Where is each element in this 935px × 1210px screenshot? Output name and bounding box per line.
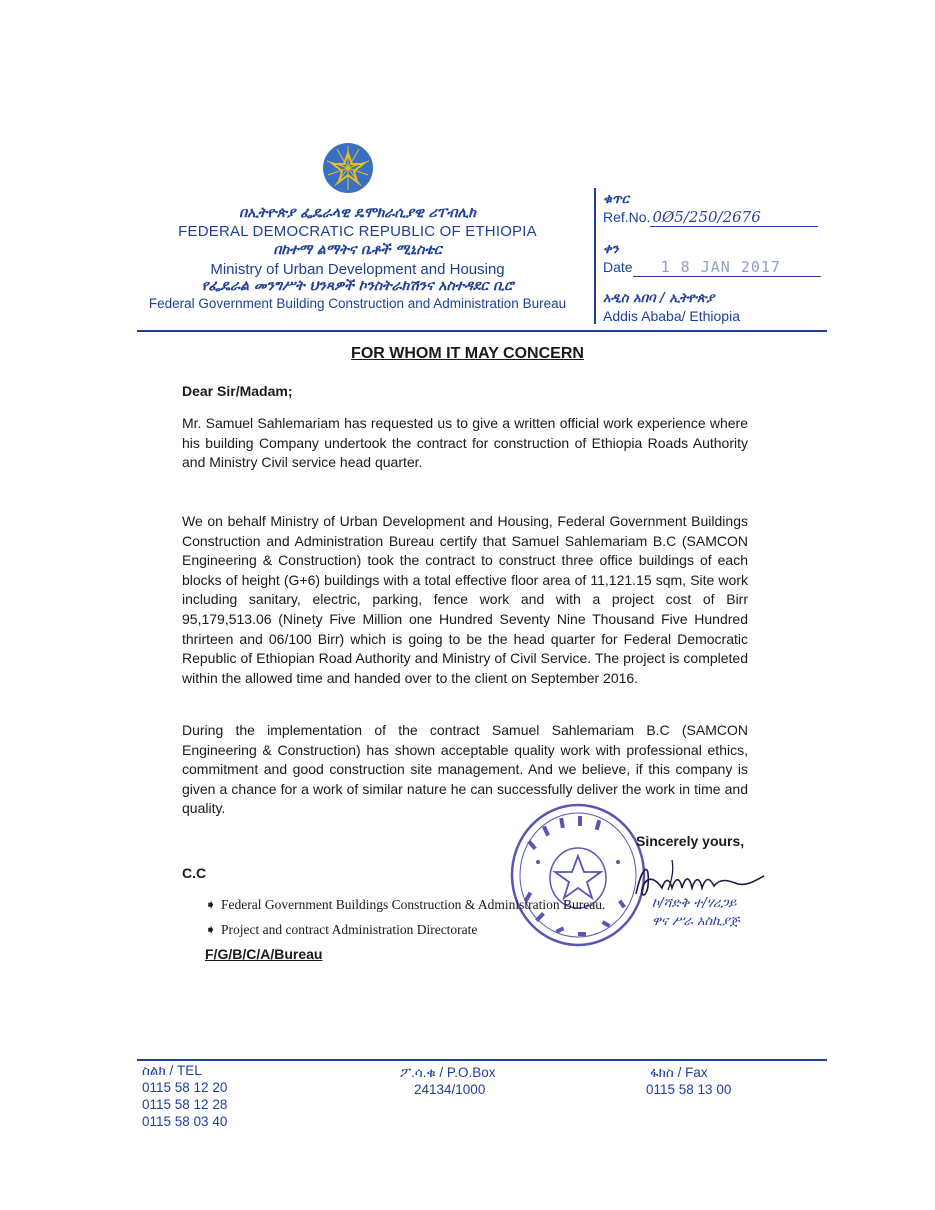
letterhead-amharic-line-1: በኢትዮጵያ ፌዴራላዊ ዴሞክራሲያዊ ሪፐብሊክ: [239, 205, 476, 221]
ref-number-row: [603, 208, 818, 227]
date-row: [603, 258, 821, 277]
fax-value: 0115 58 13 00: [646, 1082, 732, 1097]
cc-item: ➧ Federal Government Buildings Construction & Administration Bureau.: [205, 897, 606, 912]
date-label: Date: [603, 259, 633, 275]
letter-title: FOR WHOM IT MAY CONCERN: [351, 345, 584, 362]
footer-rule: [137, 1059, 827, 1061]
footer-fax: [646, 1064, 732, 1098]
official-seal-stamp: [508, 802, 648, 948]
letterhead-ministry: Ministry of Urban Development and Housing: [210, 261, 505, 278]
fax-label: ፋክስ / Fax: [650, 1065, 708, 1080]
ref-value: 0Ø5/250/2676: [652, 208, 761, 226]
signatory-name: ኮ/ሻድቅ ተ/ሃሪጋይ: [652, 896, 737, 911]
city-amharic: አዲስ አበባ / ኢትዮጵያ: [603, 291, 715, 306]
letterhead-bureau: Federal Government Building Construction and Administration Bureau: [148, 296, 567, 311]
letterhead-rule: [137, 330, 827, 332]
date-value-line: [633, 258, 821, 277]
footer-tel: [142, 1062, 227, 1130]
date-label-amharic: ቀን: [603, 242, 619, 257]
date-value: 1 8 JAN 2017: [660, 258, 781, 276]
letterhead-amharic-line-3: የፌዴራል መንግሥት ህንጻዎች ኮንስትራክሽንና አስተዳደር ቢሮ: [201, 278, 514, 294]
tel-number: 0115 58 12 20: [142, 1080, 228, 1095]
salutation: Dear Sir/Madam;: [182, 383, 293, 399]
paragraph-1: Mr. Samuel Sahlemariam has requested us to give a written official work experience where his building Company undertook the contract for construction of Ethiopia Roads Authority and Ministry Civil service head quarter.: [182, 415, 748, 471]
pobox-label: ፖ.ሳ.ቁ / P.O.Box: [400, 1065, 496, 1080]
tel-number: 0115 58 12 28: [142, 1097, 228, 1112]
paragraph-2: We on behalf Ministry of Urban Development and Housing, Federal Government Buildings Construction and Administration Bureau certify that Samuel Sahlemariam B.C (SAMCON Engineering & Construction) took the contract to construct three office buildings of each blocks of height (G+6) buildings with a total effective floor area of 11,121.15 sqm, Site work including sanitary, electric, parking, fence work and with a project cost of Birr 95,179,513.06 (Ninety Five Million one Hundred Seventy Nine Thousand Five Hundred thrirteen and 06/100 Birr) which is going to be the head quarter for Federal Democratic Republic of Ethiopian Road Authority and Ministry of Civil Service. The project is completed within the allowed time and handed over to the client on September 2016.: [182, 513, 748, 686]
ref-value-line: [650, 208, 818, 227]
paragraph-3: During the implementation of the contract Samuel Sahlemariam B.C (SAMCON Engineering & Construction) has shown acceptable quality work with professional ethics, commitment and good construction site management. And we believe, if this company is given a chance for a work of similar nature he can successfully deliver the work in time and quality.: [182, 722, 748, 817]
cc-label: C.C: [182, 865, 207, 881]
arrow-bullet-icon: ➧: [205, 897, 217, 912]
closing: Sincerely yours,: [636, 833, 745, 849]
cc-reference: F/G/B/C/A/Bureau: [205, 946, 323, 962]
signatory-title: ዋና ሥራ አስኪያጅ: [652, 914, 740, 929]
city: Addis Ababa/ Ethiopia: [603, 308, 740, 324]
arrow-bullet-icon: ➧: [205, 922, 217, 937]
letterhead-divider: [594, 188, 596, 324]
ref-label-amharic: ቁጥር: [603, 192, 629, 207]
tel-label: ስልክ / TEL: [142, 1063, 202, 1078]
cc-item: ➧ Project and contract Administration Directorate: [205, 922, 478, 937]
ethiopian-emblem-icon: [322, 142, 374, 194]
pobox-value: 24134/1000: [414, 1082, 486, 1097]
ref-label: Ref.No.: [603, 209, 651, 225]
footer-pobox: [400, 1064, 495, 1098]
letterhead-amharic-line-2: በከተማ ልማትና ቤቶች ሚኒስቴር: [273, 242, 442, 258]
letterhead-country: FEDERAL DEMOCRATIC REPUBLIC OF ETHIOPIA: [178, 223, 537, 240]
tel-number: 0115 58 03 40: [142, 1114, 228, 1129]
